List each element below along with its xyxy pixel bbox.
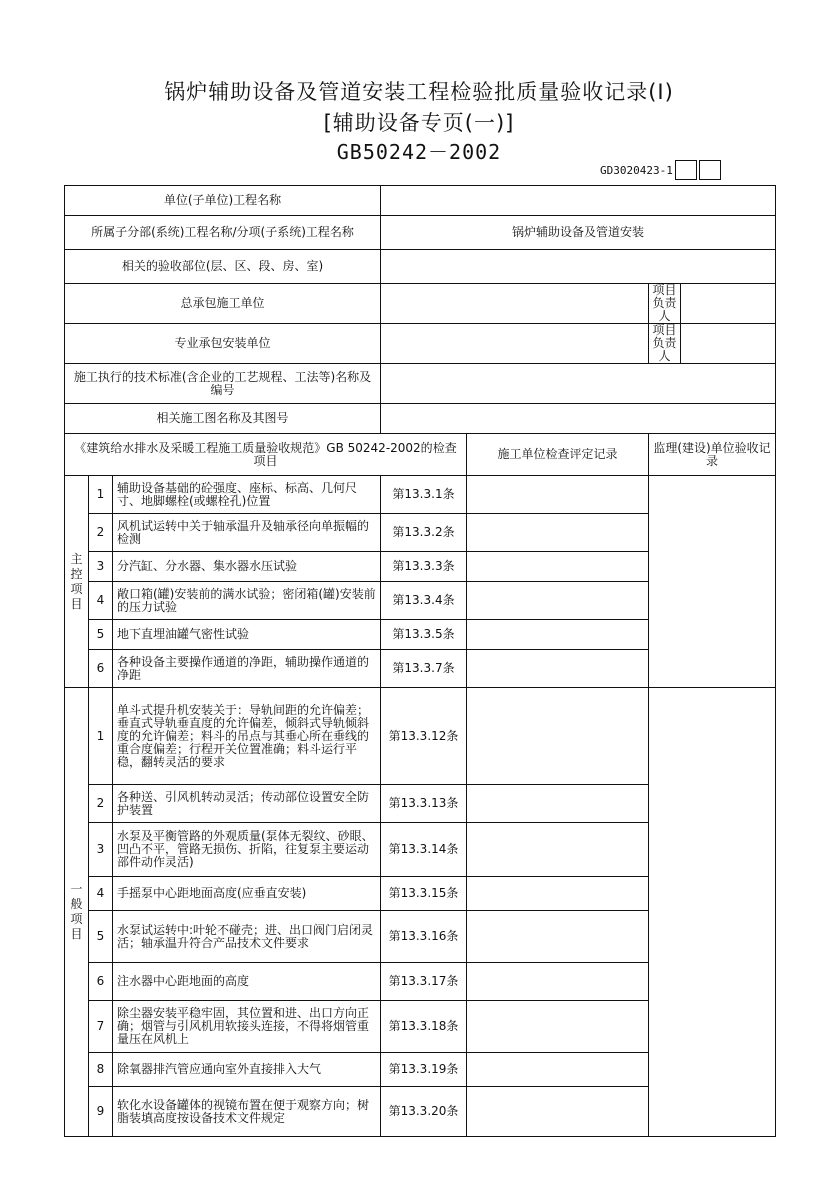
- inspection-record-table: [64, 185, 776, 1137]
- location-value[interactable]: [381, 250, 776, 284]
- construction-record-cell[interactable]: [467, 620, 649, 650]
- item-clause: 第13.3.5条: [381, 620, 467, 650]
- item-clause: 第13.3.4条: [381, 582, 467, 620]
- item-text: 单斗式提升机安装关于：导轨间距的允许偏差；垂直式导轨垂直度的允许偏差，倾斜式导轨倾斜度的允许偏差；料斗的吊点与其垂心所在垂线的重合度偏差；行程开关位置准确；料斗运行平稳，翻转灵活的要求: [113, 688, 381, 785]
- form-code: [600, 160, 721, 180]
- construction-record-cell[interactable]: [467, 582, 649, 620]
- special-manager-label: 项目负责人: [649, 324, 681, 364]
- item-text: 手摇泵中心距地面高度(应垂直安装): [113, 877, 381, 911]
- item-text: 分汽缸、分水器、集水器水压试验: [113, 552, 381, 582]
- item-number: 1: [89, 688, 113, 785]
- construction-record-cell[interactable]: [467, 963, 649, 1001]
- drawing-value[interactable]: [381, 404, 776, 434]
- item-number: 3: [89, 552, 113, 582]
- item-text: 敞口箱(罐)安装前的满水试验；密闭箱(罐)安装前的压力试验: [113, 582, 381, 620]
- standard-value[interactable]: [381, 364, 776, 404]
- item-number: 9: [89, 1087, 113, 1137]
- general-contractor-label: 总承包施工单位: [65, 284, 381, 324]
- item-clause: 第13.3.19条: [381, 1053, 467, 1087]
- item-number: 8: [89, 1053, 113, 1087]
- supervision-header: 监理(建设)单位验收记录: [649, 434, 776, 476]
- item-text: 除氧器排汽管应通向室外直接排入大气: [113, 1053, 381, 1087]
- construction-record-cell[interactable]: [467, 911, 649, 963]
- item-clause: 第13.3.7条: [381, 650, 467, 688]
- item-text: 风机试运转中关于轴承温升及轴承径向单振幅的检测: [113, 514, 381, 552]
- item-number: 5: [89, 620, 113, 650]
- item-clause: 第13.3.14条: [381, 823, 467, 877]
- form-code-text: GD3020423-1: [600, 163, 673, 177]
- item-text: 各种设备主要操作通道的净距，辅助操作通道的净距: [113, 650, 381, 688]
- main-items-label: 主 控 项 目: [65, 476, 89, 688]
- item-clause: 第13.3.16条: [381, 911, 467, 963]
- construction-record-cell[interactable]: [467, 785, 649, 823]
- item-text: 辅助设备基础的砼强度、座标、标高、几何尺寸、地脚螺栓(或螺栓孔)位置: [113, 476, 381, 514]
- item-number: 7: [89, 1001, 113, 1053]
- item-clause: 第13.3.15条: [381, 877, 467, 911]
- location-label: 相关的验收部位(层、区、段、房、室): [65, 250, 381, 284]
- item-clause: 第13.3.3条: [381, 552, 467, 582]
- item-number: 6: [89, 963, 113, 1001]
- item-clause: 第13.3.17条: [381, 963, 467, 1001]
- standard-code: GB50242－2002: [336, 140, 502, 164]
- spec-header: 《建筑给水排水及采暖工程施工质量验收规范》GB 50242-2002的检查项目: [65, 434, 467, 476]
- construction-record-cell[interactable]: [467, 877, 649, 911]
- item-text: 地下直埋油罐气密性试验: [113, 620, 381, 650]
- supervision-record-main[interactable]: [649, 476, 776, 688]
- construction-header: 施工单位检查评定记录: [467, 434, 649, 476]
- item-number: 1: [89, 476, 113, 514]
- item-number: 2: [89, 785, 113, 823]
- special-manager-value[interactable]: [681, 324, 776, 364]
- construction-record-cell[interactable]: [467, 1001, 649, 1053]
- page-subtitle: [辅助设备专页(一)]: [323, 111, 515, 135]
- special-contractor-value[interactable]: [381, 324, 649, 364]
- general-manager-value[interactable]: [681, 284, 776, 324]
- item-clause: 第13.3.20条: [381, 1087, 467, 1137]
- item-clause: 第13.3.1条: [381, 476, 467, 514]
- construction-record-cell[interactable]: [467, 823, 649, 877]
- general-contractor-value[interactable]: [381, 284, 649, 324]
- table-row: [65, 688, 776, 785]
- item-number: 4: [89, 877, 113, 911]
- standard-label: 施工执行的技术标准(含企业的工艺规程、工法等)名称及编号: [65, 364, 381, 404]
- item-text: 除尘器安装平稳牢固，其位置和进、出口方向正确；烟管与引风机用软接头连接，不得将烟管重量压在风机上: [113, 1001, 381, 1053]
- item-text: 水泵试运转中:叶轮不碰壳；进、出口阀门启闭灵活；轴承温升符合产品技术文件要求: [113, 911, 381, 963]
- sub-project-value: 锅炉辅助设备及管道安装: [381, 216, 776, 250]
- construction-record-cell[interactable]: [467, 476, 649, 514]
- item-clause: 第13.3.12条: [381, 688, 467, 785]
- construction-record-cell[interactable]: [467, 1087, 649, 1137]
- item-clause: 第13.3.2条: [381, 514, 467, 552]
- form-code-box-2[interactable]: [699, 160, 721, 180]
- general-items-label: 一 般 项 目: [65, 688, 89, 1137]
- item-number: 3: [89, 823, 113, 877]
- construction-record-cell[interactable]: [467, 552, 649, 582]
- table-row: [65, 476, 776, 514]
- item-text: 各种送、引风机转动灵活；传动部位设置安全防护装置: [113, 785, 381, 823]
- supervision-record-general[interactable]: [649, 688, 776, 1137]
- item-number: 4: [89, 582, 113, 620]
- general-manager-label: 项目负责人: [649, 284, 681, 324]
- special-contractor-label: 专业承包安装单位: [65, 324, 381, 364]
- sub-project-label: 所属子分部(系统)工程名称/分项(子系统)工程名称: [65, 216, 381, 250]
- page-title: 锅炉辅助设备及管道安装工程检验批质量验收记录(Ⅰ): [164, 80, 674, 104]
- item-number: 2: [89, 514, 113, 552]
- item-clause: 第13.3.18条: [381, 1001, 467, 1053]
- construction-record-cell[interactable]: [467, 688, 649, 785]
- item-number: 6: [89, 650, 113, 688]
- construction-record-cell[interactable]: [467, 1053, 649, 1087]
- construction-record-cell[interactable]: [467, 650, 649, 688]
- drawing-label: 相关施工图名称及其图号: [65, 404, 381, 434]
- project-name-value[interactable]: [381, 186, 776, 216]
- item-number: 5: [89, 911, 113, 963]
- construction-record-cell[interactable]: [467, 514, 649, 552]
- item-text: 软化水设备罐体的视镜布置在便于观察方向；树脂装填高度按设备技术文件规定: [113, 1087, 381, 1137]
- form-code-box-1[interactable]: [675, 160, 697, 180]
- project-name-label: 单位(子单位)工程名称: [65, 186, 381, 216]
- item-clause: 第13.3.13条: [381, 785, 467, 823]
- item-text: 水泵及平衡管路的外观质量(泵体无裂纹、砂眼、凹凸不平，管路无损伤、折陷，往复泵主要运动部件动作灵活): [113, 823, 381, 877]
- item-text: 注水器中心距地面的高度: [113, 963, 381, 1001]
